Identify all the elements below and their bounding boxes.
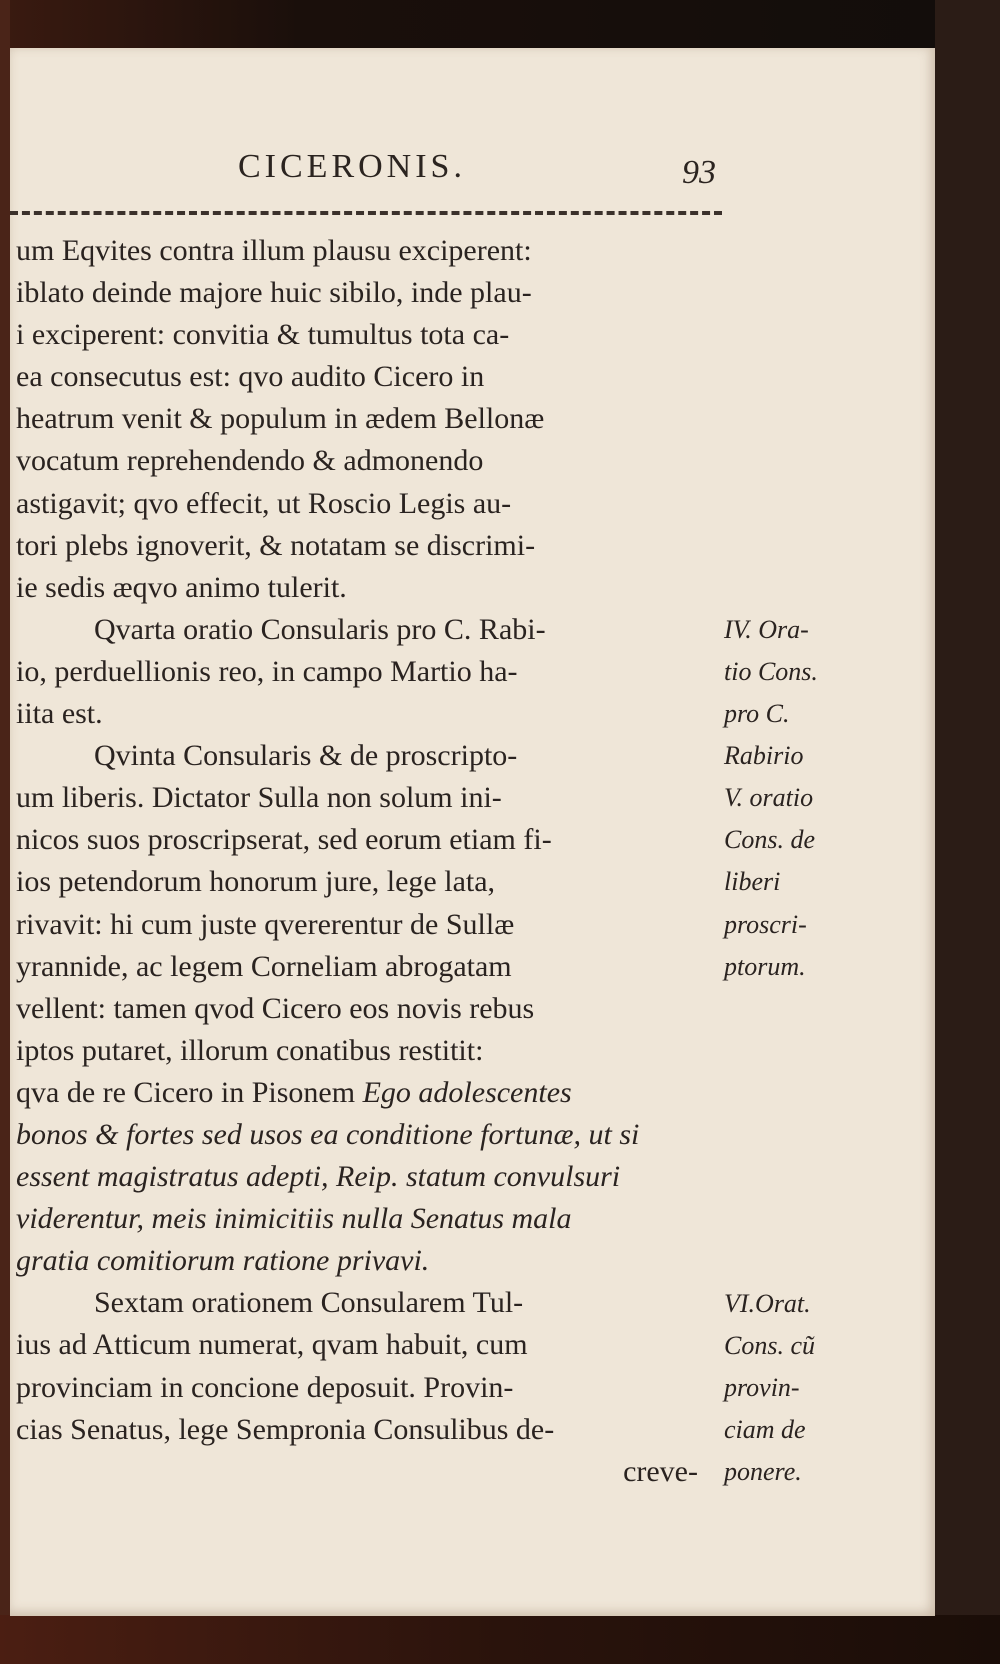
- text-line: io, perduellionis reo, in campo Martio ha-: [16, 654, 518, 688]
- running-head: CICERONIS.: [238, 148, 466, 185]
- text-line: ius ad Atticum numerat, qvam habuit, cum: [16, 1328, 528, 1362]
- text-line: iptos putaret, illorum conatibus restitit:: [16, 1033, 484, 1067]
- margin-note-line: ptorum.: [724, 951, 806, 981]
- background-left-edge: [0, 0, 10, 1664]
- text-line: ios petendorum honorum jure, lege lata,: [16, 865, 496, 899]
- margin-note-line: tio Cons.: [724, 656, 818, 686]
- paragraph-start-line: Qvarta oratio Consularis pro C. Rabi-: [94, 612, 546, 646]
- margin-note-line: ciam de: [724, 1414, 806, 1444]
- margin-note-line: V. oratio: [724, 783, 814, 813]
- text-line: vellent: tamen qvod Cicero eos novis rebus: [16, 991, 535, 1025]
- margin-note-iv: [724, 609, 924, 777]
- quotation-line: viderentur, meis inimicitiis nulla Senatus mala: [16, 1202, 572, 1236]
- margin-note-line: IV. Ora-: [724, 614, 809, 644]
- text-line: um Eqvites contra illum plausu exciperent:: [16, 234, 532, 267]
- text-line: iblato deinde majore huic sibilo, inde plau-: [16, 276, 532, 310]
- text-line: yrannide, ac legem Corneliam abrogatam: [16, 949, 512, 983]
- text-line: vocatum reprehendendo & admonendo: [16, 444, 484, 478]
- paragraph-start-line: Sextam orationem Consularem Tul-: [94, 1286, 524, 1320]
- margin-note-line: proscri-: [724, 909, 807, 939]
- text-line: ea consecutus est: qvo audito Cicero in: [16, 360, 485, 394]
- background-bottom-edge: [0, 1615, 1000, 1664]
- page-header: [10, 148, 935, 198]
- quotation-line: gratia comitiorum ratione privavi.: [16, 1244, 430, 1278]
- margin-note-line: ponere.: [724, 1456, 802, 1486]
- header-rule: [10, 211, 722, 215]
- text-line: tori plebs ignoverit, & notatam se discrimi-: [16, 528, 536, 562]
- quotation-italic: Ego adolescentes: [362, 1075, 572, 1109]
- margin-note-line: VI.Orat.: [724, 1288, 811, 1318]
- margin-note-line: Cons. de: [724, 825, 815, 855]
- text-line: i exciperent: convitia & tumultus tota ca-: [16, 318, 510, 352]
- body-text: [16, 230, 818, 1493]
- background-top-edge: [0, 0, 1000, 50]
- margin-note-line: liberi: [724, 867, 781, 897]
- margin-note-vi: [724, 1283, 924, 1493]
- text-line: provinciam in concione deposuit. Provin-: [16, 1370, 514, 1404]
- text-line: um liberis. Dictator Sulla non solum ini-: [16, 781, 502, 815]
- text-line: [16, 1072, 716, 1114]
- text-line: nicos suos proscripserat, sed eorum etiam fi-: [16, 823, 552, 857]
- background-right-edge: [935, 0, 1000, 1664]
- margin-note-line: Rabirio: [724, 741, 804, 771]
- margin-note-line: Cons. cũ: [724, 1330, 815, 1360]
- margin-note-line: pro C.: [724, 699, 790, 729]
- text-line: astigavit; qvo effecit, ut Roscio Legis au-: [16, 486, 512, 520]
- text-line: heatrum venit & populum in ædem Bellonæ: [16, 402, 545, 436]
- quotation-line: essent magistratus adepti, Reip. statum convulsuri: [16, 1160, 621, 1194]
- text-line: ie sedis æqvo animo tulerit.: [16, 570, 347, 604]
- paragraph-start-line: Qvinta Consularis & de proscripto-: [94, 739, 518, 773]
- catchword-line: creve-: [623, 1454, 698, 1488]
- text-line-roman: qva de re Cicero in Pisonem: [16, 1075, 356, 1109]
- text-line: iita est.: [16, 697, 103, 731]
- page-number: 93: [682, 154, 716, 191]
- book-page: [10, 48, 935, 1616]
- text-line: cias Senatus, lege Sempronia Consulibus de-: [16, 1412, 555, 1446]
- text-line: rivavit: hi cum juste qvererentur de Sullæ: [16, 907, 515, 941]
- quotation-line: bonos & fortes sed usos ea conditione fortunæ, ut si: [16, 1117, 640, 1151]
- margin-note-v: [724, 777, 924, 987]
- margin-note-line: provin-: [724, 1372, 800, 1402]
